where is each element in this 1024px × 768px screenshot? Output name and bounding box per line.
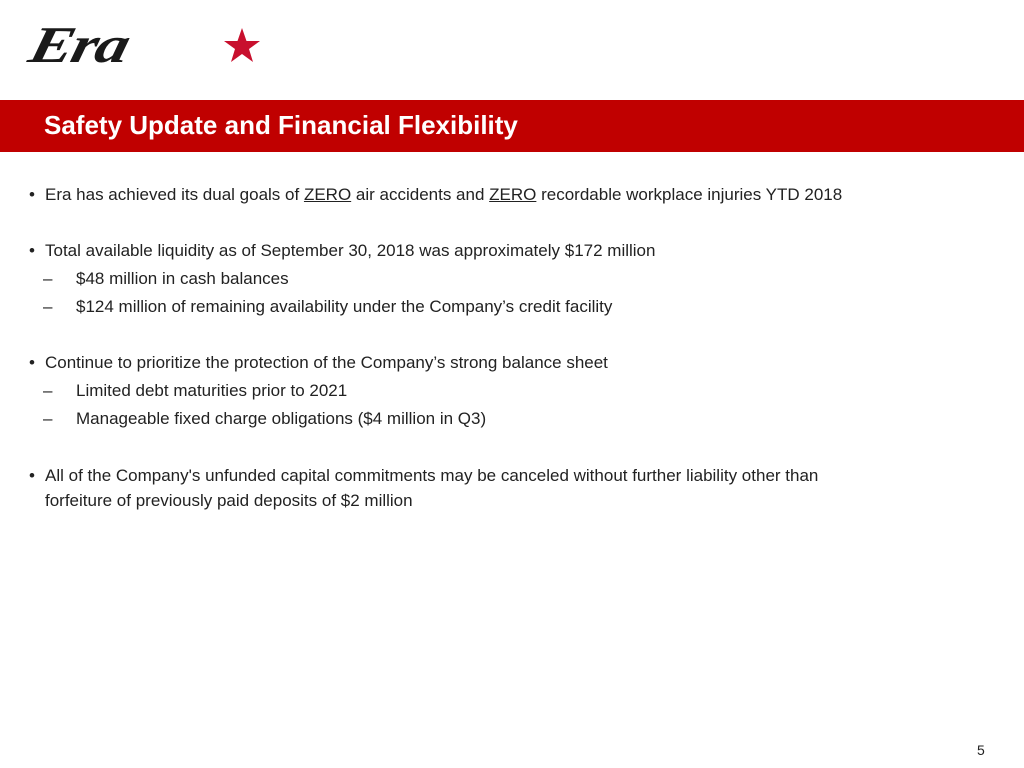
sub-bullet-text: Limited debt maturities prior to 2021 [76, 381, 348, 400]
bullet-text: Era has achieved its dual goals of ZERO air accidents and ZERO recordable workplace injuries YTD 2018 [45, 185, 843, 204]
bullet-marker: • [29, 185, 35, 204]
title-bar [0, 100, 1024, 152]
page-number: 5 [977, 742, 985, 758]
sub-bullet-text: $124 million of remaining availability under the Company’s credit facility [76, 297, 613, 316]
zero-emphasis: ZERO [489, 185, 537, 204]
dash-marker: – [43, 381, 53, 400]
page-title: Safety Update and Financial Flexibility [44, 110, 518, 140]
dash-marker: – [43, 297, 53, 316]
bullet-text: forfeiture of previously paid deposits of $2 million [45, 491, 413, 510]
zero-emphasis: ZERO [303, 185, 352, 204]
sub-bullet-text: Manageable fixed charge obligations ($4 million in Q3) [76, 409, 487, 428]
sub-bullet-text: $48 million in cash balances [76, 269, 289, 288]
logo-wordmark: Era [23, 16, 135, 74]
bullet-marker: • [29, 466, 35, 485]
era-logo [23, 16, 270, 92]
star-icon [222, 26, 262, 66]
bullet-text: All of the Company's unfunded capital commitments may be canceled without further liability other than [45, 466, 819, 485]
bullet-marker: • [29, 241, 35, 260]
bullet-marker: • [29, 353, 35, 372]
bullet-text: Continue to prioritize the protection of the Company’s strong balance sheet [45, 353, 608, 372]
dash-marker: – [43, 269, 53, 288]
bullet-text: Total available liquidity as of September 30, 2018 was approximately $172 million [45, 241, 656, 260]
dash-marker: – [43, 409, 53, 428]
